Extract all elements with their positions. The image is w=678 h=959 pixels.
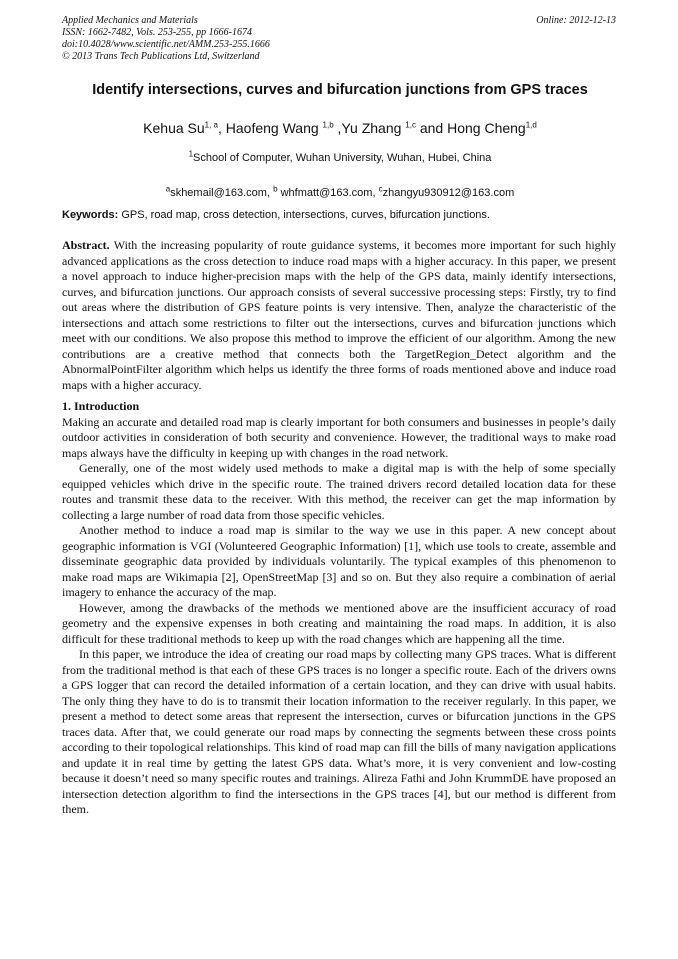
journal-header <box>62 15 616 63</box>
paper-body <box>62 238 616 818</box>
abstract-label: Abstract. <box>62 238 110 252</box>
author-name: Yu Zhang <box>341 120 402 136</box>
online-date: Online: 2012-12-13 <box>536 15 616 26</box>
author-list: Kehua Su$^{1, a}$, Haofeng Wang $^{1,b}$ ,Yu Zhang $^{1,c}$ and Hong Cheng$^{1,d}$ <box>143 120 537 136</box>
affiliation <box>40 149 640 164</box>
author-superscript: 1,d <box>525 120 537 130</box>
section-heading: 1. Introduction <box>62 399 140 413</box>
author-superscript: 1, a <box>204 120 218 130</box>
body-paragraph: Generally, one of the most widely used methods to make a digital map is with the help of some specially equipped vehicles which drive in the specific route. The trained drivers record detailed location data for these routes and transmit these data to the receiver. With this method, the receiver can get the map information by collecting a large number of road data from those specific vehicles. <box>62 461 616 522</box>
email-list: $^a$skhemail@163.com, $^b$ whfmatt@163.com, $^c$zhangyu930912@163.com <box>165 184 515 199</box>
author-name: Hong Cheng <box>447 120 526 136</box>
author-name: Kehua Su <box>143 120 205 136</box>
keywords <box>62 209 622 221</box>
body-paragraph: Another method to induce a road map is similar to the way we use in this paper. A new concept about geographic information is VGI (Volunteered Geographic Information) [1], which use tools to create, assemble and disseminate geographic data provided by individuals voluntarily. The typical examples of this phenomenon to make road maps are Wikimapia [2], OpenStreetMap [3] and so on. But they also require a combination of aerial imagery to enhance the accuracy of the map. <box>62 523 616 599</box>
body-paragraph: Making an accurate and detailed road map is clearly important for both consumers and businesses in people’s daily outdoor activities in consideration of both security and convenience. However, the traditional ways to make road maps always have the difficulty in keeping up with changes in the road network. <box>62 414 616 460</box>
author-superscript: 1,c <box>405 120 416 130</box>
journal-copyright: © 2013 Trans Tech Publications Ltd, Switzerland <box>62 51 260 62</box>
keywords-text: GPS, road map, cross detection, intersections, curves, bifurcation junctions. <box>121 209 490 221</box>
paper-title: Identify intersections, curves and bifurcation junctions from GPS traces <box>92 82 588 98</box>
email-superscript: a <box>165 184 171 194</box>
affiliation-superscript: 1 <box>188 149 194 159</box>
email-address: zhangyu930912@163.com <box>382 187 515 199</box>
email-address: whfmatt@163.com <box>280 187 373 199</box>
body-paragraph: In this paper, we introduce the idea of creating our road maps by collecting many GPS traces. What is different from the traditional method is that each of these GPS traces is no longer a specific route. Each of the drivers owns a GPS logger that can record the detailed information of a certain location, and they can drive with usual habits. The only thing they have to do is to transmit their location information to the receiver regularly. In this paper, we present a method to detect some areas that represent the intersection, curves or bifurcation junctions in the GPS traces data. After that, we could generate our road maps by connecting the segments between these cross points according to their topological relationships. This kind of road map can fill the bills of many navigation applications and update it in real time by getting the latest GPS data. What’s more, it is very convenient and low-costing because it doesn’t need so many specific routes and trainings. Alireza Fathi and John KrummDE have proposed an intersection detection algorithm to find the intersections in the GPS traces [4], but our method is different from them. <box>62 647 616 816</box>
affiliation-text: School of Computer, Wuhan University, Wuhan, Hubei, China <box>193 152 492 164</box>
author-superscript: 1,b <box>322 120 334 130</box>
body-paragraph: However, among the drawbacks of the methods we mentioned above are the insufficient accuracy of road geometry and the expensive expenses in both creating and maintaining the road maps. In addition, it is also difficult for these traditional methods to keep up with the road changes which are happening all the time. <box>62 600 616 646</box>
abstract-paragraph <box>62 238 616 393</box>
email-address: skhemail@163.com <box>170 187 267 199</box>
author-name: Haofeng Wang <box>225 120 319 136</box>
email-superscript: b <box>273 184 278 194</box>
keywords-label: Keywords: <box>62 209 119 221</box>
journal-doi: doi:10.4028/www.scientific.net/AMM.253-255.1666 <box>62 39 270 50</box>
abstract-text: With the increasing popularity of route guidance systems, it becomes more important for such highly advanced applications as the cross detection to induce road maps with a higher accuracy. In this paper, we present a novel approach to induce higher-precision maps with the help of the GPS data, mainly identify intersections, curves, and bifurcation junctions. Our approach consists of several successive processing steps: Firstly, try to find out areas where the distribution of GPS feature points is very intensive. Then, analyze the characteristic of the intersections and attach some restrictions to filter out the intersections, curves and bifurcation junctions which meet with our conditions. We also propose this method to improve the efficient of our algorithm. Among the new contributions are a creative method that connects both the TargetRegion_Detect algorithm and the AbnormalPointFilter algorithm which helps us identify the three forms of roads mentioned above and induce road maps with a higher accuracy. <box>62 238 616 392</box>
email-superscript: c <box>378 184 383 194</box>
journal-name: Applied Mechanics and Materials <box>62 15 198 26</box>
journal-issn: ISSN: 1662-7482, Vols. 253-255, pp 1666-1674 <box>62 27 252 38</box>
